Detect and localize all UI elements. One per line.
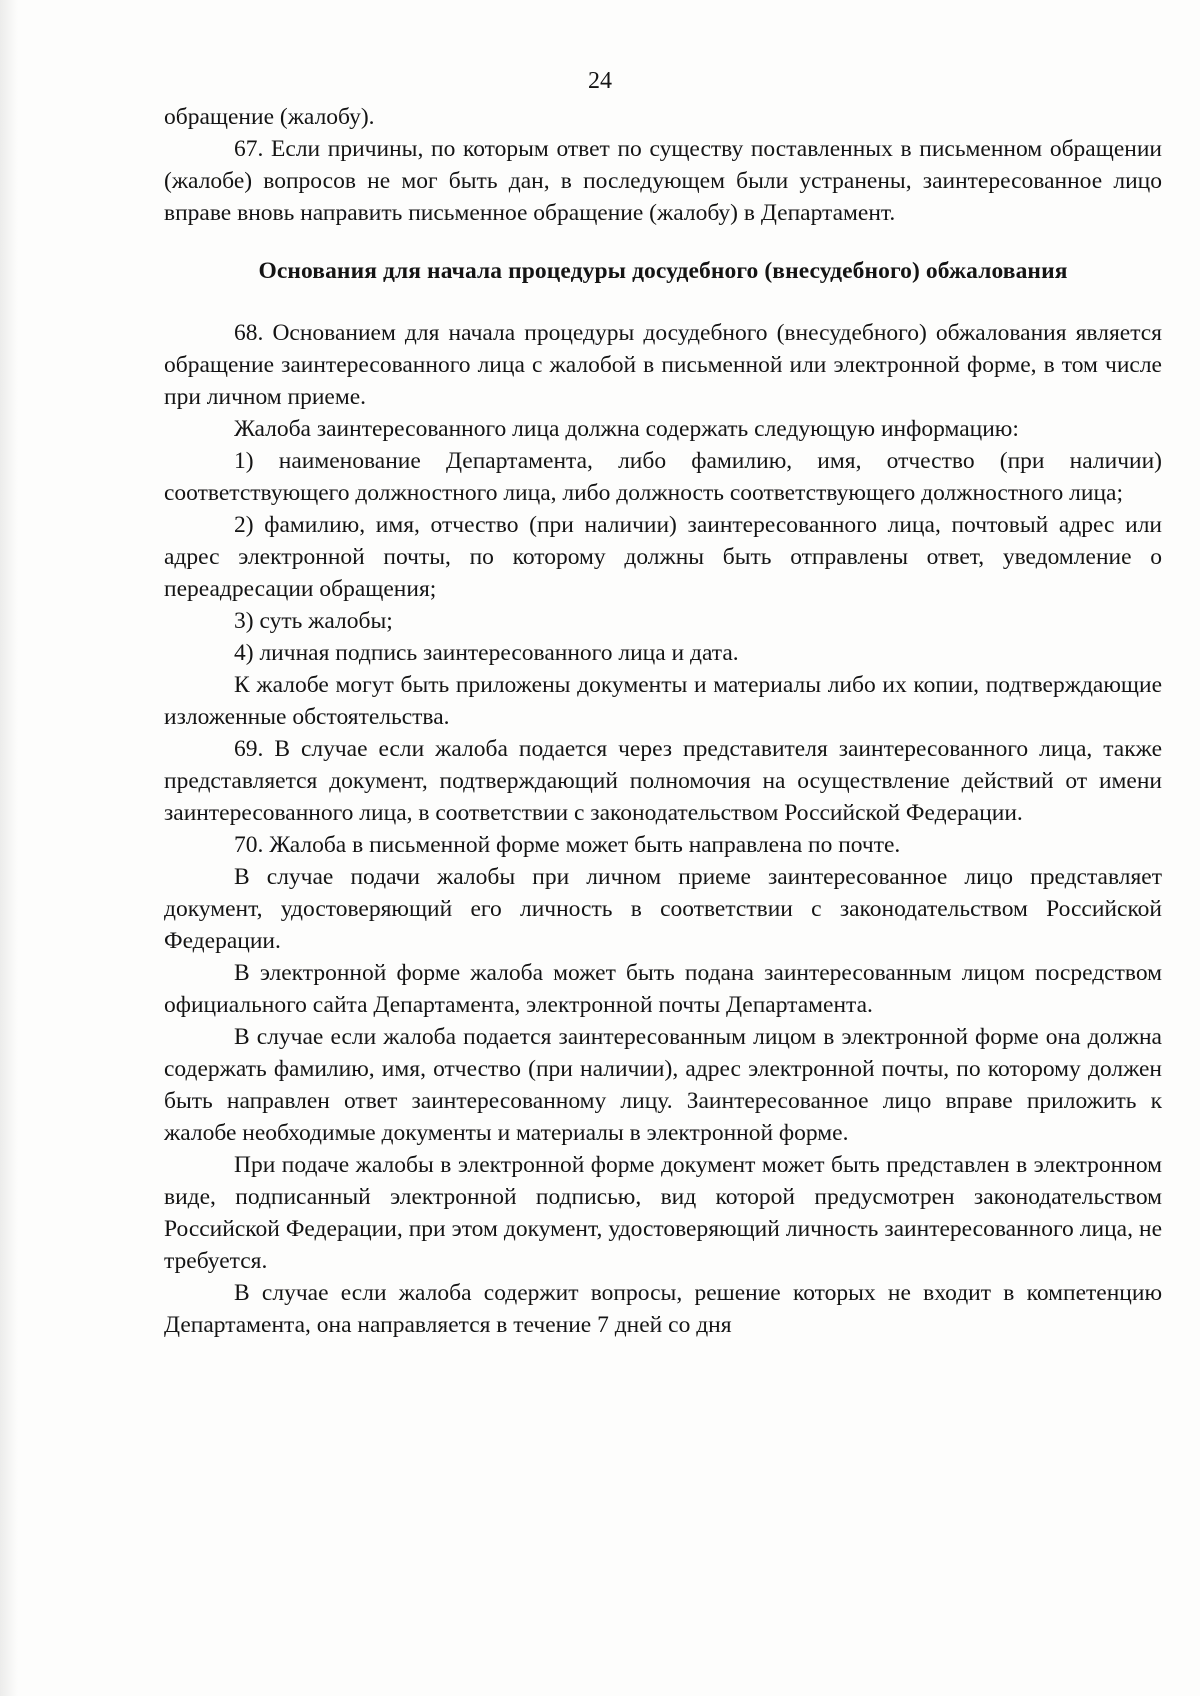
paragraph-complaint-contents: Жалоба заинтересованного лица должна содержать следующую информацию: bbox=[234, 416, 1019, 442]
paragraph-67: 67. Если причины, по которым ответ по существу поставленных в письменном обращении (жалобе) вопросов не мог быть дан, в последующем были устранены, заинтересованное лицо вправе вновь направить письменное обращение (жалобу) в Департамент. bbox=[164, 136, 1162, 226]
list-item-2: 2) фамилию, имя, отчество (при наличии) заинтересованного лица, почтовый адрес или адрес электронной почты, по которому должны быть отправлены ответ, уведомление о переадресации обращения; bbox=[164, 512, 1162, 602]
page-number: 24 bbox=[588, 68, 612, 94]
paragraph-competence: В случае если жалоба содержит вопросы, решение которых не входит в компетенцию Департамента, она направляется в течение 7 дней со дня bbox=[164, 1280, 1162, 1338]
paragraph-electronic-submission: В электронной форме жалоба может быть подана заинтересованным лицом посредством официального сайта Департамента, электронной почты Департамента. bbox=[164, 960, 1162, 1018]
section-heading: Основания для начала процедуры досудебного (внесудебного) обжалования bbox=[258, 258, 1068, 284]
list-item-4: 4) личная подпись заинтересованного лица и дата. bbox=[234, 640, 739, 666]
paragraph-electronic-contents: В случае если жалоба подается заинтересованным лицом в электронной форме она должна содержать фамилию, имя, отчество (при наличии), адрес электронной почты, по которому должен быть направлен ответ заинтересованному лицу. Заинтересованное лицо вправе приложить к жалобе необходимые документы и материалы в электронной форме. bbox=[164, 1024, 1162, 1146]
paragraph-electronic-signature: При подаче жалобы в электронной форме документ может быть представлен в электронном виде, подписанный электронной подписью, вид которой предусмотрен законодательством Российской Федерации, при этом документ, удостоверяющий личность заинтересованного лица, не требуется. bbox=[164, 1152, 1162, 1274]
paragraph-continuation: обращение (жалобу). bbox=[164, 104, 375, 130]
scan-edge-shadow bbox=[0, 0, 18, 1696]
list-item-1: 1) наименование Департамента, либо фамилию, имя, отчество (при наличии) соответствующего должностного лица, либо должность соответствующего должностного лица; bbox=[164, 448, 1162, 506]
paragraph-68: 68. Основанием для начала процедуры досудебного (внесудебного) обжалования является обращение заинтересованного лица с жалобой в письменной или электронной форме, в том числе при личном приеме. bbox=[164, 320, 1162, 410]
paragraph-personal-reception: В случае подачи жалобы при личном приеме заинтересованное лицо представляет документ, удостоверяющий его личность в соответствии с законодательством Российской Федерации. bbox=[164, 864, 1162, 954]
list-item-3: 3) суть жалобы; bbox=[234, 608, 393, 634]
document-body bbox=[164, 101, 1162, 1341]
paragraph-attachments: К жалобе могут быть приложены документы и материалы либо их копии, подтверждающие изложенные обстоятельства. bbox=[164, 672, 1162, 730]
paragraph-70: 70. Жалоба в письменной форме может быть направлена по почте. bbox=[234, 832, 901, 858]
paragraph-69: 69. В случае если жалоба подается через представителя заинтересованного лица, также представляется документ, подтверждающий полномочия на осуществление действий от имени заинтересованного лица, в соответствии с законодательством Российской Федерации. bbox=[164, 736, 1162, 826]
